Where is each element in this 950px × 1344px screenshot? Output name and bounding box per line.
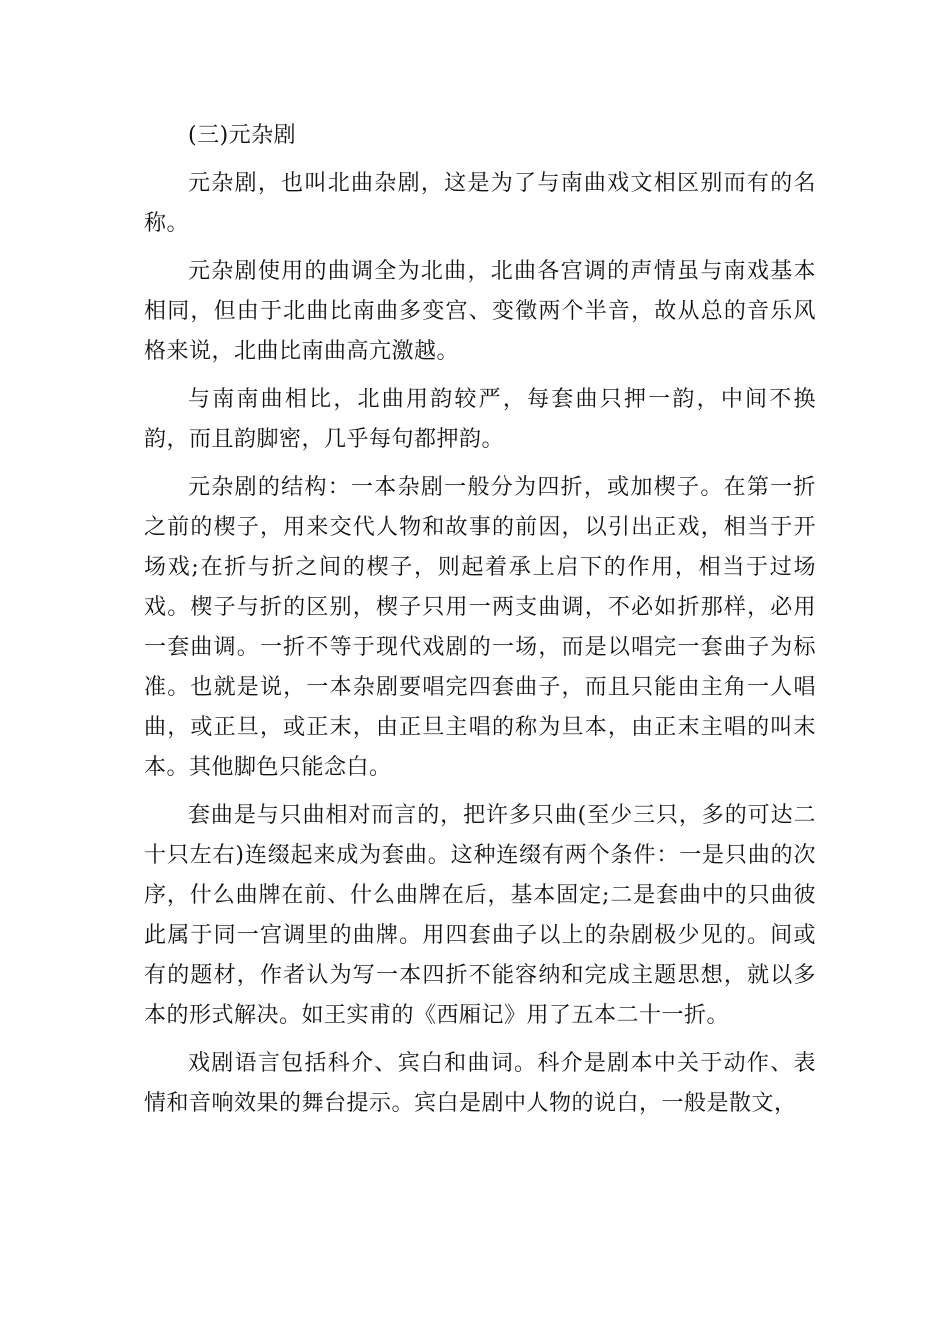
- section-heading: (三)元杂剧: [188, 123, 297, 148]
- paragraph-language: 戏剧语言包括科介、宾白和曲词。科介是剧本中关于动作、表情和音响效果的舞台提示。宾白是剧中人物的说白，一般是散文，: [144, 1051, 816, 1116]
- document-body: [144, 116, 816, 1132]
- paragraph-suite: 套曲是与只曲相对而言的，把许多只曲(至少三只，多的可达二十只左右)连缀起来成为套曲。这种连缀有两个条件：一是只曲的次序，什么曲牌在前、什么曲牌在后，基本固定;二是套曲中的只曲彼此属于同一宫调里的曲牌。用四套曲子以上的杂剧极少见的。间或有的题材，作者认为写一本四折不能容纳和完成主题思想，就以多本的形式解决。如王实甫的《西厢记》用了五本二十一折。: [144, 803, 816, 1028]
- paragraph-rhyme: 与南南曲相比，北曲用韵较严，每套曲只押一韵，中间不换韵，而且韵脚密，几乎每句都押韵。: [144, 387, 816, 452]
- paragraph-structure: 元杂剧的结构：一本杂剧一般分为四折，或加楔子。在第一折之前的楔子，用来交代人物和故事的前因，以引出正戏，相当于开场戏;在折与折之间的楔子，则起着承上启下的作用，相当于过场戏。楔子与折的区别，楔子只用一两支曲调，不必如折那样，必用一套曲调。一折不等于现代戏剧的一场，而是以唱完一套曲子为标准。也就是说，一本杂剧要唱完四套曲子，而且只能由主角一人唱曲，或正旦，或正末，由正旦主唱的称为旦本，由正末主唱的叫末本。其他脚色只能念白。: [144, 475, 816, 780]
- paragraph-name-origin: 元杂剧，也叫北曲杂剧，这是为了与南曲戏文相区别而有的名称。: [144, 171, 816, 236]
- paragraph-music-style: 元杂剧使用的曲调全为北曲，北曲各宫调的声情虽与南戏基本相同，但由于北曲比南曲多变宫、变徵两个半音，故从总的音乐风格来说，北曲比南曲高亢激越。: [144, 259, 816, 364]
